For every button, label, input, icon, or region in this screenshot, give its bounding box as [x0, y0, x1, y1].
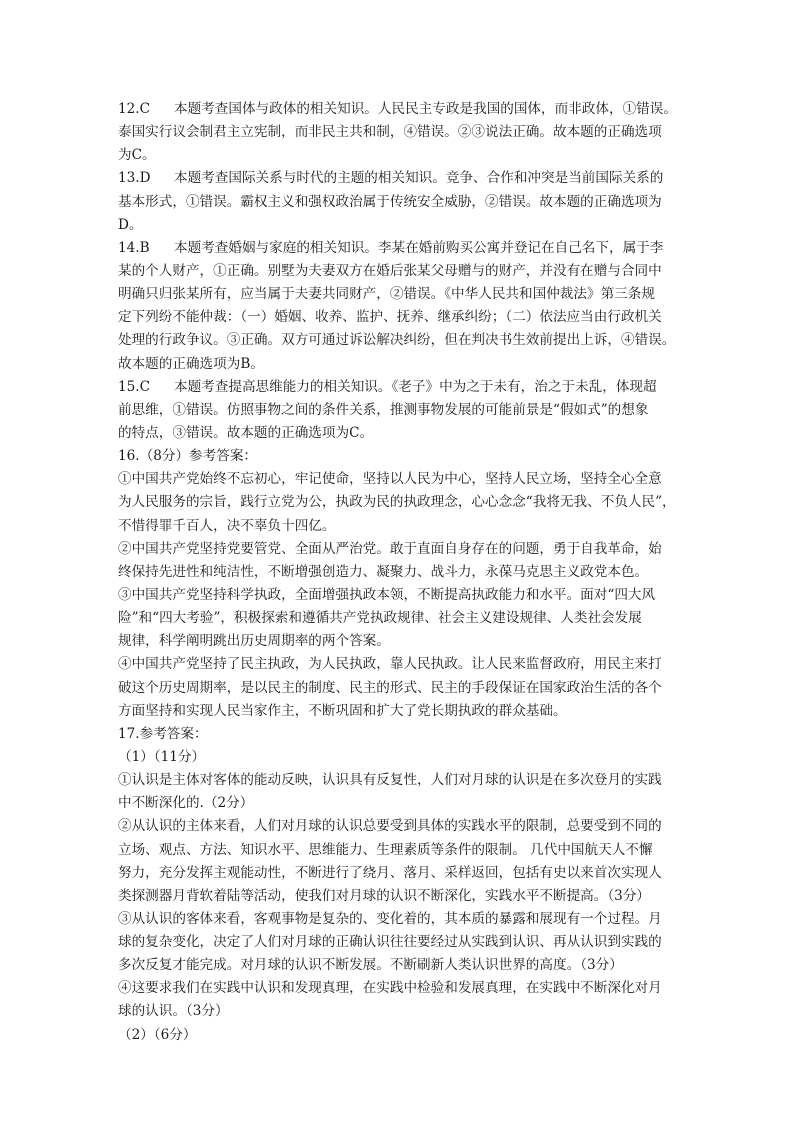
q16-line-7: 险”和“四大考验”，积极探索和遵循共产党执政规律、社会主义建设规律、人类社会发展	[118, 610, 642, 627]
q14-line-2: 某的个人财产，①正确。别墅为夫妻双方在婚后张某父母赠与的财产，并没有在赠与合同中	[118, 262, 662, 279]
q12-line-3: 为C。	[118, 147, 156, 164]
q16-line-6: ③中国共产党坚持科学执政，全面增强执政本领，不断提高执政能力和水平。面对“四大风	[118, 586, 656, 603]
q16-line-10: 破这个历史周期率，是以民主的制度、民主的形式、民主的手段保证在国家政治生活的各个	[118, 679, 662, 696]
q13-line-3: D。	[118, 216, 143, 233]
q12-line-1	[118, 98, 678, 121]
q14-line-3: 明确只归张某所有，应当属于夫妻共同财产，②错误。《中华人民共和国仲裁法》第三条规	[118, 286, 655, 303]
q15-line-3: 的特点，③错误。故本题的正确选项为C。	[118, 424, 374, 441]
q17-line-10: ④这要求我们在实践中认识和发现真理，在实践中检验和发展真理，在实践中不断深化对月	[118, 980, 662, 997]
q15-line-1	[118, 376, 678, 399]
q16-line-2: 为人民服务的宗旨，践行立党为公，执政为民的执政理念，心心念念“我将无我、不负人民”，	[118, 494, 676, 511]
q14-line-6: 故本题的正确选项为B。	[118, 355, 264, 372]
q17-line-5: 努力，充分发挥主观能动性，不断进行了绕月、落月、采样返回，包括有史以来首次实现人	[118, 864, 662, 881]
q16-line-4: ②中国共产党坚持党要管党、全面从严治党。敢于直面自身存在的问题，勇于自我革命，始	[118, 540, 662, 557]
q15-line-2: 前思维，①错误。仿照事物之间的条件关系，推测事物发展的可能前景是“假如式”的想象	[118, 401, 649, 418]
q17-part1-label: （1）（11分）	[118, 748, 206, 765]
q14-text: 本题考查婚姻与家庭的相关知识。李某在婚前购买公寓并登记在自己名下，属于李	[174, 239, 664, 256]
q12-line-2: 泰国实行议会制君主立宪制，而非民主共和制，④错误。②③说法正确。故本题的正确选项	[118, 124, 662, 141]
q15-text: 本题考查提高思维能力的相关知识。《老子》中为之于未有，治之于未乱，体现超	[174, 378, 657, 395]
q17-line-1: ①认识是主体对客体的能动反映，认识具有反复性，人们对月球的认识是在多次登月的实践	[118, 772, 662, 789]
q17-line-4: 立场、观点、方法、知识水平、思维能力、生理素质等条件的限制。 几代中国航天人不懈	[118, 841, 653, 858]
q17-line-7: ③从认识的客体来看，客观事物是复杂的、变化着的，其本质的暴露和展现有一个过程。月	[118, 910, 662, 927]
q17-heading: 17.参考答案：	[118, 725, 208, 742]
q15-number: 15.C	[118, 378, 151, 395]
q17-line-11: 球的认识。（3分）	[118, 1003, 229, 1020]
q16-heading: 16.（8分）参考答案：	[118, 448, 258, 465]
q13-line-2: 基本形式，①错误。霸权主义和强权政治属于传统安全威胁，②错误。故本题的正确选项为	[118, 193, 662, 210]
q17-line-3: ②从认识的主体来看，人们对月球的认识总要受到具体的实践水平的限制，总要受到不同的	[118, 818, 662, 835]
q16-line-8: 规律，科学阐明跳出历史周期率的两个答案。	[118, 633, 390, 650]
q16-line-9: ④中国共产党坚持了民主执政，为人民执政，靠人民执政。让人民来监督政府，用民主来打	[118, 656, 662, 673]
q14-line-4: 定下列纷不能仲裁：（一）婚姻、收养、监护、抚养、继承纠纷；（二）依法应当由行政机关	[118, 309, 662, 326]
answer-page	[118, 98, 678, 1047]
q13-line-1	[118, 167, 678, 190]
q17-part2-label: （2）（6分）	[118, 1026, 197, 1043]
q13-number: 13.D	[118, 170, 151, 187]
q16-line-1: ①中国共产党始终不忘初心，牢记使命，坚持以人民为中心，坚持人民立场，坚持全心全意	[118, 471, 662, 488]
q13-text: 本题考查国际关系与时代的主题的相关知识。竞争、合作和冲突是当前国际关系的	[174, 170, 664, 187]
q14-number: 14.B	[118, 239, 150, 256]
q12-number: 12.C	[118, 101, 151, 117]
q16-line-3: 不惜得罪千百人，决不辜负十四亿。	[118, 517, 336, 534]
q16-line-11: 方面坚持和实现人民当家作主，不断巩固和扩大了党长期执政的群众基础。	[118, 702, 567, 719]
q16-line-5: 终保持先进性和纯洁性，不断增强创造力、凝聚力、战斗力，永葆马克思主义政党本色。	[118, 563, 649, 580]
q17-line-8: 球的复杂变化，决定了人们对月球的正确认识往往要经过从实践到认识、再从认识到实践的	[118, 934, 662, 951]
q17-line-2: 中不断深化的.（2分）	[118, 795, 254, 812]
q17-line-9: 多次反复才能完成。对月球的认识不断发展。不断刷新人类认识世界的高度。（3分）	[118, 957, 623, 974]
q14-line-5: 处理的行政争议。③正确。双方可通过诉讼解决纠纷，但在判决书生效前提出上诉，④错误。	[118, 332, 676, 349]
q14-line-1	[118, 237, 678, 260]
q17-line-6: 类探测器月背软着陆等活动，使我们对月球的认识不断深化，实践水平不断提高。（3分）	[118, 887, 651, 904]
q12-text: 本题考查国体与政体的相关知识。人民民主专政是我国的国体，而非政体，①错误。	[174, 101, 677, 117]
